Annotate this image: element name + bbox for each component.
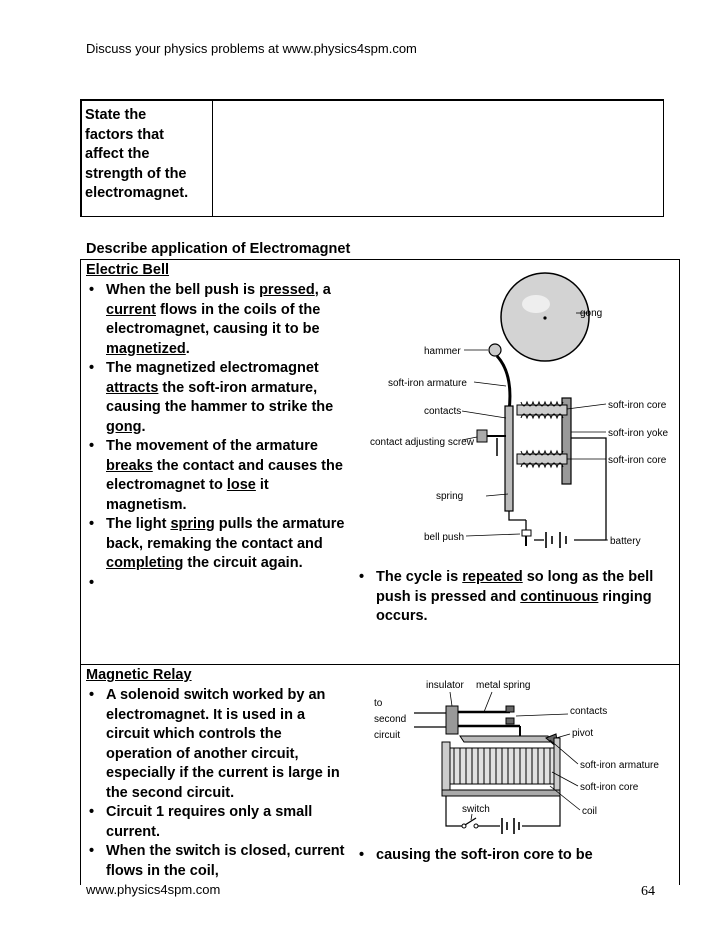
bell-bullets	[86, 281, 348, 593]
label-second: second	[374, 714, 407, 725]
question-label: State the factors that affect the strength of the electromagnet.	[82, 101, 213, 216]
label-core-bottom: soft-iron core	[608, 455, 667, 466]
label-spring: spring	[436, 491, 464, 502]
bell-bullet-3: • The movement of the armature breaks the contact and causes the electromagnet to lose it magnetism.	[86, 437, 348, 515]
battery-symbol	[546, 532, 566, 548]
bell-title: Electric Bell	[86, 262, 170, 278]
label-contacts: contacts	[424, 406, 462, 417]
label-contacts: contacts	[570, 706, 608, 717]
label-pivot: pivot	[572, 728, 594, 739]
magnetic-relay-diagram	[370, 676, 678, 862]
relay-title: Magnetic Relay	[86, 667, 192, 683]
label-circuit: circuit	[374, 730, 401, 741]
footer-site: www.physics4spm.com	[86, 882, 221, 897]
relay-bullet-2: • Circuit 1 requires only a small current.	[86, 803, 348, 842]
label-coil: coil	[582, 806, 598, 817]
label-insulator: insulator	[426, 680, 464, 691]
relay-bullet-right: • causing the soft-iron core to be	[356, 846, 676, 866]
bell-bullet-empty	[86, 574, 348, 594]
insulator-block	[446, 706, 458, 734]
bell-bullet-4: • The light spring pulls the armature back, remaking the contact and completing the circuit again.	[86, 515, 348, 574]
relay-bullet-1: • A solenoid switch worked by an electromagnet. It is used in a circuit which controls the operation of another circuit, especially if the current is large in the second circuit.	[86, 686, 348, 803]
electric-bell-diagram	[366, 268, 678, 558]
bell-right-bullets	[356, 568, 676, 627]
question-table	[80, 99, 664, 217]
label-core-top: soft-iron core	[608, 400, 667, 411]
relay-bullet-3: • When the switch is closed, current flows in the coil,	[86, 842, 348, 881]
label-to: to	[374, 698, 383, 709]
label-bellpush: bell push	[424, 532, 465, 543]
relay-battery	[502, 818, 519, 834]
label-core: soft-iron core	[580, 782, 639, 793]
hammer-arm	[497, 356, 510, 411]
bell-bullet-1: • When the bell push is pressed, a current flows in the coils of the electromagnet, causing it to be magnetized.	[86, 281, 348, 359]
bell-bullet-cycle: • The cycle is repeated so long as the bell push is pressed and continuous ringing occurs.	[356, 568, 676, 627]
label-armature: soft-iron armature	[580, 760, 659, 771]
label-hammer: hammer	[424, 346, 461, 357]
hammer-head	[489, 344, 501, 356]
page-number: 64	[641, 884, 655, 899]
label-screw: contact adjusting screw	[370, 437, 474, 448]
page-header: Discuss your physics problems at www.physics4spm.com	[86, 41, 417, 56]
bell-push	[522, 530, 531, 536]
application-heading: Describe application of Electromagnet	[86, 241, 351, 257]
relay-bullets	[86, 686, 348, 881]
label-yoke: soft-iron yoke	[608, 428, 669, 439]
label-armature: soft-iron armature	[388, 378, 467, 389]
armature	[505, 406, 513, 511]
label-battery: battery	[610, 536, 641, 547]
label-gong: gong	[580, 308, 603, 319]
bell-bullet-2: • The magnetized electromagnet attracts the soft-iron armature, causing the hammer to strike the gong.	[86, 359, 348, 437]
section-divider	[80, 664, 680, 665]
label-switch: switch	[462, 804, 490, 815]
relay-armature	[460, 736, 552, 742]
label-metal-spring: metal spring	[476, 680, 531, 691]
